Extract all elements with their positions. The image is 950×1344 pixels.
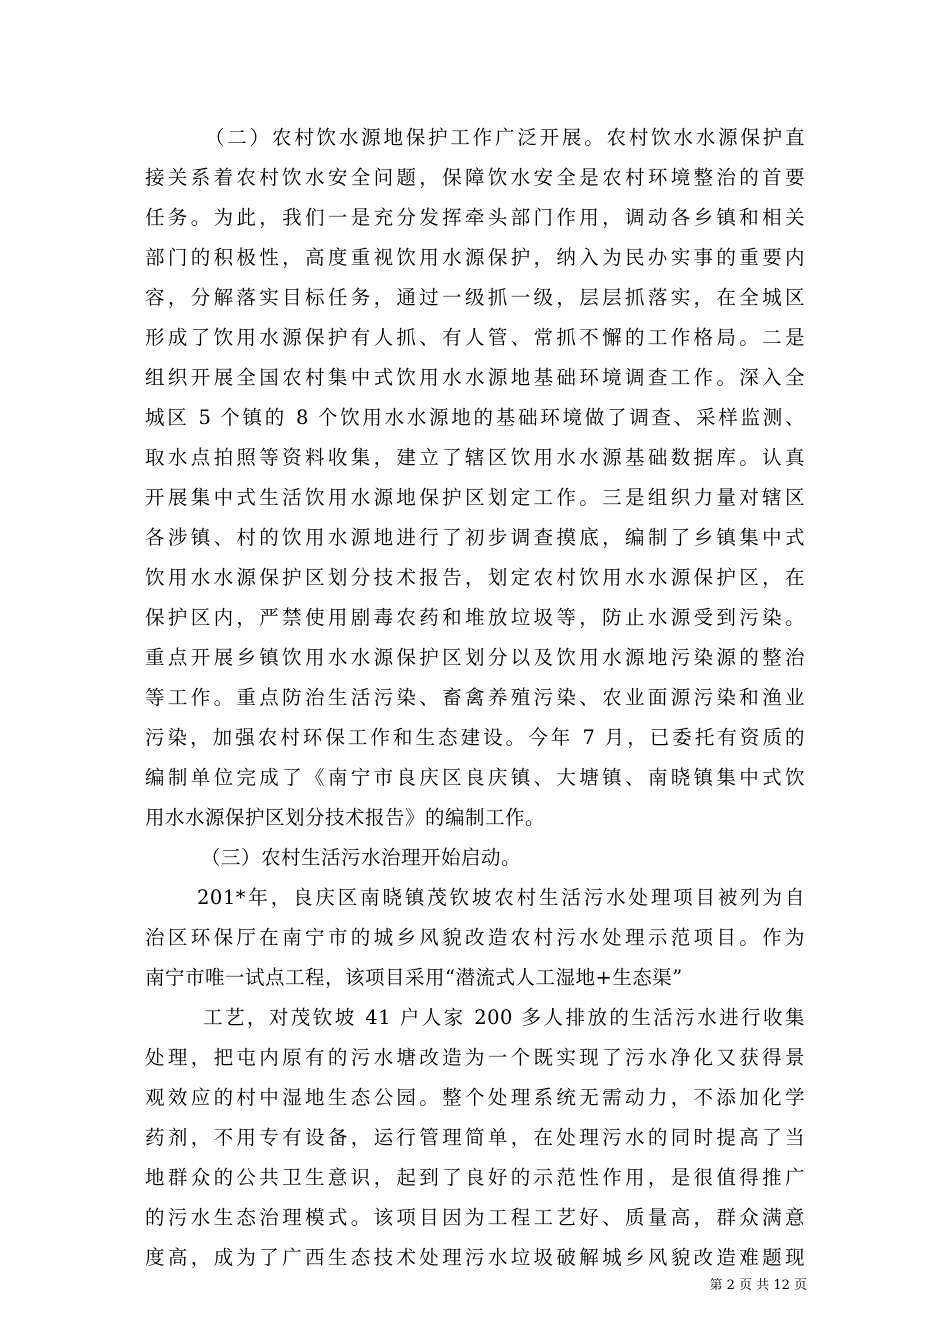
paragraph-line: 观效应的村中湿地生态公园。整个处理系统无需动力，不添加化学	[145, 1086, 805, 1109]
paragraph-line: 城区 5 个镇的 8 个饮用水水源地的基础环境做了调查、采样监测、	[145, 406, 805, 429]
paragraph-line: 药剂，不用专有设备，运行管理简单，在处理污水的同时提高了当	[145, 1126, 805, 1149]
paragraph-line: 201*年，良庆区南晓镇茂钦坡农村生活污水处理项目被列为自	[197, 886, 805, 909]
paragraph-line: 度高，成为了广西生态技术处理污水垃圾破解城乡风貌改造难题现	[145, 1246, 805, 1269]
paragraph-line: 处理，把屯内原有的污水塘改造为一个既实现了污水净化又获得景	[145, 1046, 805, 1069]
section-heading: （三）农村生活污水治理开始启动。	[201, 846, 522, 869]
paragraph-line: 接关系着农村饮水安全问题，保障饮水安全是农村环境整治的首要	[145, 166, 805, 189]
body-text	[145, 118, 805, 1278]
paragraph-line: 组织开展全国农村集中式饮用水水源地基础环境调查工作。深入全	[145, 366, 805, 389]
paragraph-line: 容，分解落实目标任务，通过一级抓一级，层层抓落实，在全城区	[145, 286, 805, 309]
page-number: 第 2 页 共 12 页	[709, 1278, 807, 1293]
paragraph-line: 用水水源保护区划分技术报告》的编制工作。	[145, 806, 546, 829]
paragraph-line: 等工作。重点防治生活污染、畜禽养殖污染、农业面源污染和渔业	[145, 686, 805, 709]
paragraph-line: 南宁市唯一试点工程，该项目采用“潜流式人工湿地+生态渠”	[145, 966, 683, 989]
paragraph-line: （二）农村饮水源地保护工作广泛开展。农村饮水水源保护直	[205, 126, 805, 149]
paragraph-line: 饮用水水源保护区划分技术报告，划定农村饮用水水源保护区，在	[145, 566, 805, 589]
paragraph-line: 各涉镇、村的饮用水源地进行了初步调查摸底，编制了乡镇集中式	[145, 526, 805, 549]
paragraph-line: 任务。为此，我们一是充分发挥牵头部门作用，调动各乡镇和相关	[145, 206, 805, 229]
paragraph-line: 的污水生态治理模式。该项目因为工程工艺好、质量高，群众满意	[145, 1206, 805, 1229]
paragraph-line: 开展集中式生活饮用水源地保护区划定工作。三是组织力量对辖区	[145, 486, 805, 509]
paragraph-line: 保护区内，严禁使用剧毒农药和堆放垃圾等，防止水源受到污染。	[145, 606, 805, 629]
paragraph-line: 重点开展乡镇饮用水水源保护区划分以及饮用水源地污染源的整治	[145, 646, 805, 669]
paragraph-line: 部门的积极性，高度重视饮用水源保护，纳入为民办实事的重要内	[145, 246, 805, 269]
paragraph-line: 工艺，对茂钦坡 41 户人家 200 多人排放的生活污水进行收集	[203, 1006, 805, 1029]
paragraph-line: 治区环保厅在南宁市的城乡风貌改造农村污水处理示范项目。作为	[145, 926, 805, 949]
paragraph-line: 编制单位完成了《南宁市良庆区良庆镇、大塘镇、南晓镇集中式饮	[145, 766, 805, 789]
paragraph-line: 形成了饮用水源保护有人抓、有人管、常抓不懈的工作格局。二是	[145, 326, 805, 349]
paragraph-line: 地群众的公共卫生意识，起到了良好的示范性作用，是很值得推广	[145, 1166, 805, 1189]
paragraph-line: 取水点拍照等资料收集，建立了辖区饮用水水源基础数据库。认真	[145, 446, 805, 469]
paragraph-line: 污染，加强农村环保工作和生态建设。今年 7 月，已委托有资质的	[145, 726, 805, 749]
